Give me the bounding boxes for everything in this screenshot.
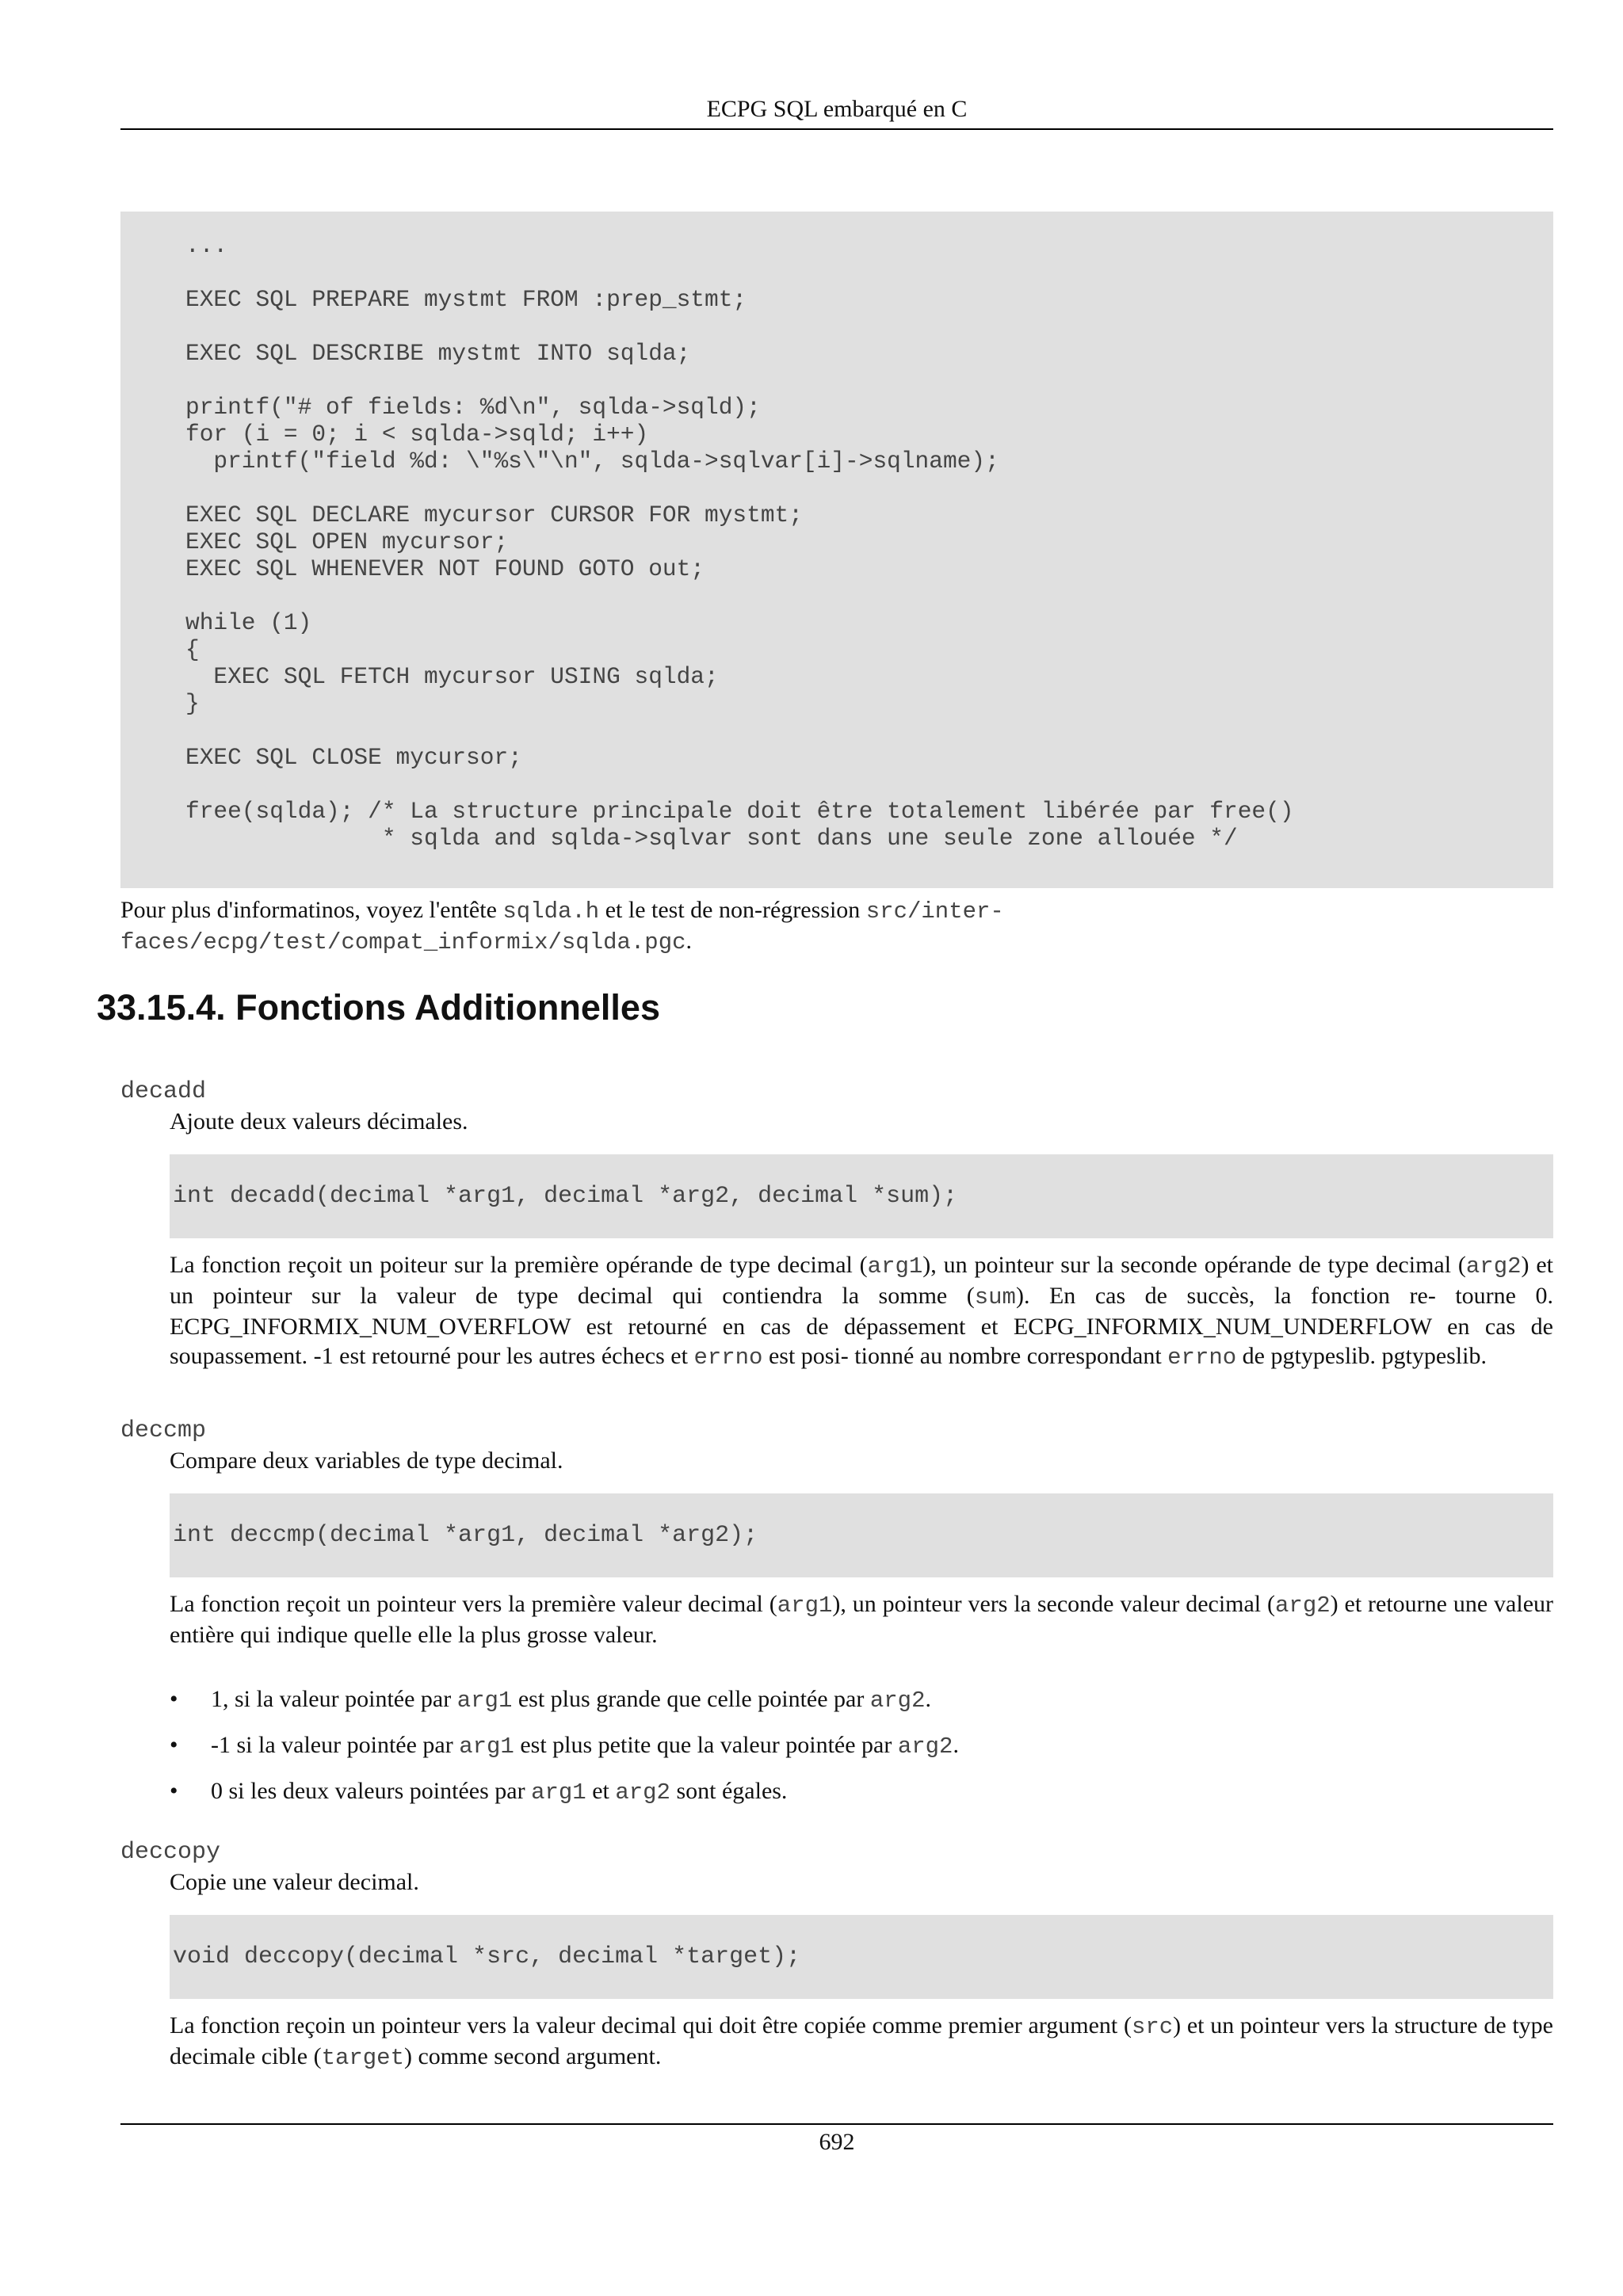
- deccopy-description: La fonction reçoin un pointeur vers la valeur decimal qui doit être copiée comme premier argument (src) et un pointeur vers la structure de type decimale cible (target) comme second argument.: [170, 2012, 1553, 2071]
- footer-rule: [120, 2123, 1553, 2125]
- code-example-block: ... EXEC SQL PREPARE mystmt FROM :prep_stmt; EXEC SQL DESCRIBE mystmt INTO sqlda; printf("# of fields: %d\n", sqlda->sqld); for (i = 0; i < sqlda->sqld; i++) printf("field %d: \"%s\"\n", sqlda->sqlvar[i]->sqlname); EXEC SQL DECLARE mycursor CURSOR FOR mystmt; EXEC SQL OPEN mycursor; EXEC SQL WHENEVER NOT FOUND GOTO out; while (1) { EXEC SQL FETCH mycursor USING sqlda; } EXEC SQL CLOSE mycursor; free(sqlda); /* La structure principale doit être totalement libérée par free() * sqlda and sqlda->sqlvar sont dans une seule zone allouée */: [120, 212, 1553, 888]
- regression-test-path-continued: faces/ecpg/test/compat_informix/sqlda.pgc: [120, 929, 686, 955]
- deccmp-signature: int deccmp(decimal *arg1, decimal *arg2);: [170, 1493, 1553, 1577]
- more-info-paragraph: Pour plus d'informatinos, voyez l'entête sqlda.h et le test de non-régression src/inter- faces/ecpg/test/compat_informix/sqlda.pgc.: [120, 897, 1004, 955]
- bullet-icon: •: [170, 1686, 178, 1712]
- decadd-summary: Ajoute deux valeurs décimales.: [170, 1108, 468, 1135]
- bullet-icon: •: [170, 1732, 178, 1758]
- running-header: ECPG SQL embarqué en C: [706, 96, 968, 122]
- bullet-icon: •: [170, 1778, 178, 1804]
- deccmp-summary: Compare deux variables de type decimal.: [170, 1447, 563, 1474]
- term-decadd: decadd: [120, 1078, 207, 1105]
- page-number: 692: [819, 2129, 855, 2155]
- deccopy-signature: void deccopy(decimal *src, decimal *target);: [170, 1915, 1553, 1999]
- decadd-signature: int decadd(decimal *arg1, decimal *arg2, decimal *sum);: [170, 1154, 1553, 1238]
- term-deccmp: deccmp: [120, 1417, 207, 1444]
- deccopy-summary: Copie une valeur decimal.: [170, 1869, 419, 1895]
- section-heading: 33.15.4. Fonctions Additionnelles: [97, 987, 660, 1028]
- decadd-description: La fonction reçoit un poiteur sur la première opérande de type decimal (arg1), un pointeur sur la seconde opérande de type decimal (arg2) et un pointeur sur la valeur de type decimal qui contiendra la somme (sum). En cas de succès, la fonction re- tourne 0. ECPG_INFORMIX_NUM_OVERFLOW est retourné en cas de dépassement et ECPG_INFORMIX_NUM_UNDERFLOW en cas de soupassement. -1 est retourné pour les autres échecs et errno est posi- tionné au nombre correspondant errno de pgtypeslib. pgtypeslib.: [170, 1252, 1554, 1371]
- header-file-name: sqlda.h: [502, 898, 600, 925]
- term-deccopy: deccopy: [120, 1839, 221, 1866]
- deccmp-description: La fonction reçoit un pointeur vers la première valeur decimal (arg1), un pointeur vers la seconde valeur decimal (arg2) et retourne une valeur entière qui indique quelle elle la plus grosse valeur.: [170, 1591, 1553, 1648]
- regression-test-path: src/inter-: [865, 898, 1004, 925]
- header-rule: [120, 128, 1553, 130]
